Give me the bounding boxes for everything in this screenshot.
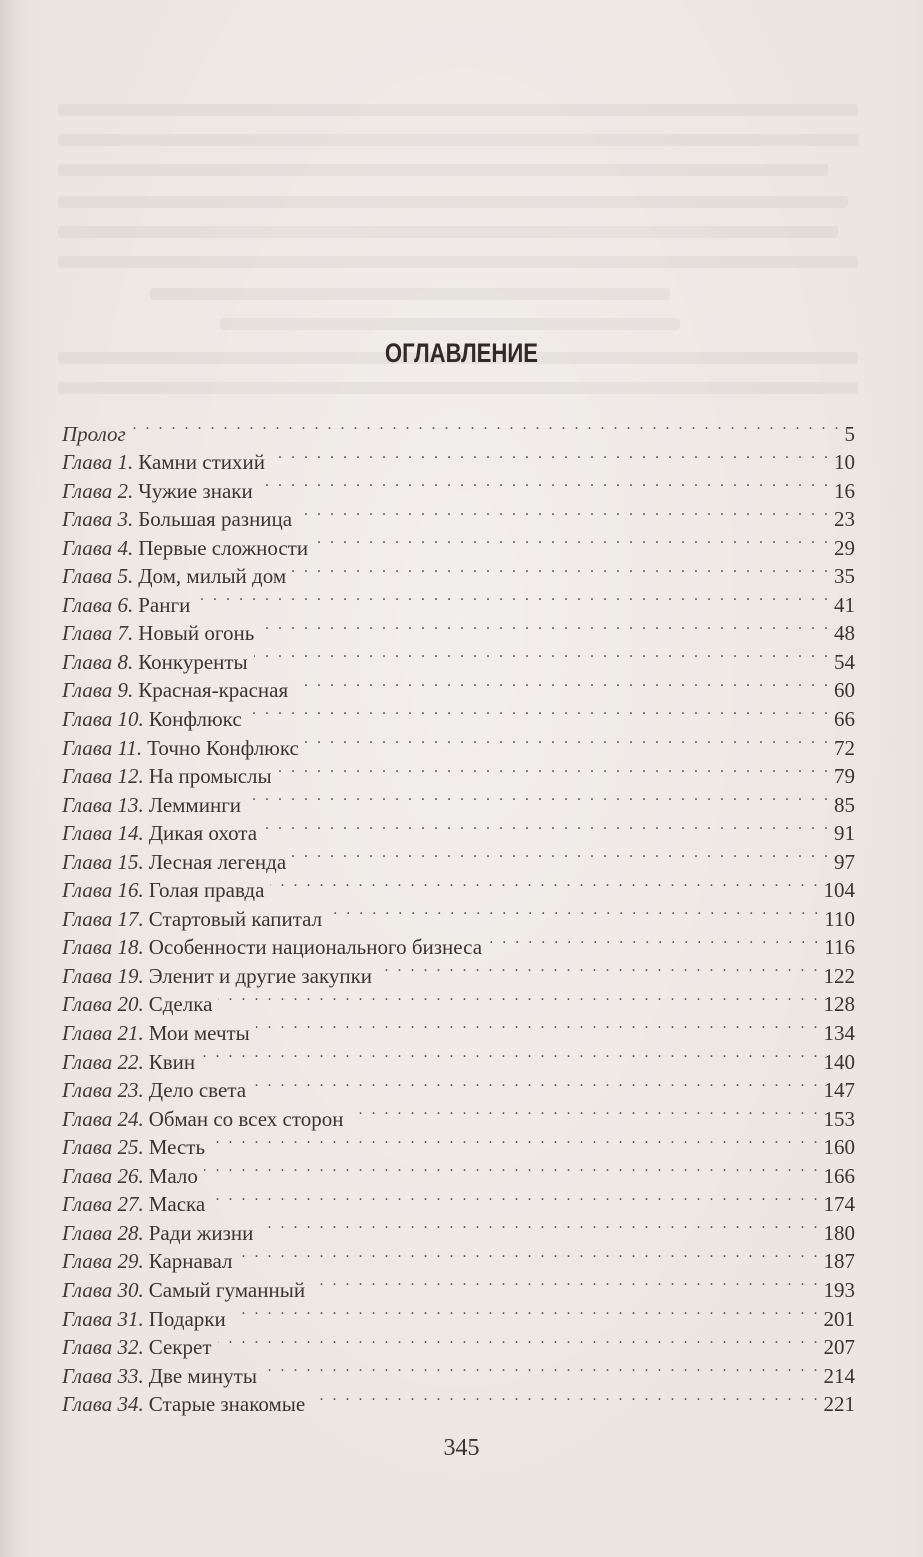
dot-leader	[294, 668, 828, 697]
toc-entry-label: Глава 14.	[62, 821, 144, 846]
toc-entry-page: 97	[834, 849, 855, 874]
toc-entry-title: Особенности национального бизнеса	[148, 935, 483, 960]
toc-entry-label: Глава 13.	[62, 792, 144, 817]
dot-leader	[260, 611, 828, 640]
toc-entry-label: Глава 30.	[62, 1277, 144, 1302]
dot-leader	[132, 411, 839, 440]
dot-leader	[204, 1153, 818, 1182]
toc-entry-label: Глава 26.	[62, 1163, 144, 1188]
toc-entry-label: Глава 10.	[62, 707, 144, 732]
show-through-line	[58, 164, 828, 176]
toc-entry-label: Глава 6.	[62, 592, 134, 617]
toc-entry-page: 193	[823, 1277, 855, 1302]
toc-entry-title: Квин	[148, 1049, 196, 1074]
toc-entry-label: Глава 33.	[62, 1363, 144, 1388]
toc-entry-label: Глава 24.	[62, 1106, 144, 1131]
toc-entry-page: 72	[834, 735, 855, 760]
toc-entry-page: 54	[834, 649, 855, 674]
toc-entry-title: Лемминги	[148, 792, 242, 817]
toc-entry-page: 166	[823, 1163, 855, 1188]
toc-entry-page: 153	[823, 1106, 855, 1131]
toc-entry-label: Глава 21.	[62, 1021, 144, 1046]
show-through-line	[58, 134, 858, 146]
toc-entry-page: 41	[834, 592, 855, 617]
dot-leader	[328, 896, 818, 925]
toc-entry[interactable]	[62, 441, 855, 475]
dot-leader	[378, 953, 817, 982]
dot-leader	[254, 639, 828, 668]
toc-entry-title: Мало	[148, 1163, 198, 1188]
toc-entry-label: Глава 29.	[62, 1249, 144, 1274]
toc-entry-label: Глава 9.	[62, 678, 134, 703]
toc-entry-label: Глава 16.	[62, 878, 144, 903]
toc-entry-label: Глава 12.	[62, 764, 144, 789]
show-through-line	[150, 288, 670, 300]
dot-leader	[292, 554, 828, 583]
toc-entry-page: 104	[823, 878, 855, 903]
toc-entry-title: Обман со всех сторон	[148, 1106, 344, 1131]
toc-entry-page: 147	[823, 1078, 855, 1103]
toc-entry-page: 140	[823, 1049, 855, 1074]
toc-entry-label: Глава 25.	[62, 1135, 144, 1160]
toc-entry-title: Старые знакомые	[148, 1392, 306, 1417]
toc-entry-title: Первые сложности	[138, 535, 309, 560]
dot-leader	[263, 811, 828, 840]
toc-entry-page: 91	[834, 821, 855, 846]
toc-entry-title: Конфлюкс	[148, 707, 242, 732]
dot-leader	[218, 1325, 818, 1354]
toc-entry-label: Глава 27.	[62, 1192, 144, 1217]
toc-entry-page: 201	[823, 1306, 855, 1331]
toc-entry-label: Глава 34.	[62, 1392, 144, 1417]
toc-entry-label: Глава 15.	[62, 849, 144, 874]
dot-leader	[211, 1125, 817, 1154]
toc-entry-page: 110	[824, 906, 855, 931]
toc-entry-title: Секрет	[148, 1335, 212, 1360]
toc-entry-page: 207	[823, 1335, 855, 1360]
toc-entry-title: Дом, милый дом	[138, 564, 287, 589]
show-through-line	[58, 196, 848, 208]
toc-entry-title: Камни стихий	[138, 450, 265, 475]
toc-entry-label: Глава 4.	[62, 535, 134, 560]
toc-entry-label: Глава 11.	[62, 735, 143, 760]
dot-leader	[201, 1039, 817, 1068]
dot-leader	[211, 1182, 817, 1211]
table-of-contents	[62, 412, 855, 1417]
toc-entry-page: 35	[834, 564, 855, 589]
toc-entry-title: Месть	[148, 1135, 206, 1160]
dot-leader	[311, 1382, 817, 1411]
dot-leader	[259, 1210, 817, 1239]
dot-leader	[292, 839, 828, 868]
dot-leader	[238, 1239, 817, 1268]
toc-entry-title: Стартовый капитал	[148, 906, 323, 931]
dot-leader	[314, 525, 828, 554]
show-through-line	[58, 226, 838, 238]
toc-entry-page: 23	[834, 507, 855, 532]
toc-entry-page: 134	[823, 1021, 855, 1046]
toc-entry-label: Глава 22.	[62, 1049, 144, 1074]
show-through-line	[58, 382, 858, 394]
dot-leader	[252, 1068, 817, 1097]
toc-entry-title: Большая разница	[138, 507, 293, 532]
toc-entry-label: Глава 32.	[62, 1335, 144, 1360]
toc-entry-page: 5	[844, 421, 855, 446]
toc-entry-label: Пролог	[62, 421, 126, 446]
dot-leader	[278, 754, 828, 783]
toc-entry-label: Глава 2.	[62, 478, 134, 503]
toc-entry-page: 174	[823, 1192, 855, 1217]
toc-entry-label: Глава 20.	[62, 992, 144, 1017]
dot-leader	[271, 440, 828, 469]
toc-entry-title: Ранги	[138, 592, 191, 617]
dot-leader	[305, 725, 828, 754]
toc-entry-title: Красная-красная	[138, 678, 289, 703]
toc-entry-title: Дело света	[148, 1078, 247, 1103]
toc-entry-page: 187	[823, 1249, 855, 1274]
toc-entry-label: Глава 8.	[62, 649, 134, 674]
dot-leader	[259, 468, 828, 497]
dot-leader	[247, 782, 828, 811]
toc-entry-label: Глава 28.	[62, 1220, 144, 1245]
toc-entry-label: Глава 19.	[62, 963, 144, 988]
toc-entry-title: Самый гуманный	[148, 1277, 306, 1302]
show-through-line	[58, 256, 858, 268]
toc-entry-page: 214	[823, 1363, 855, 1388]
dot-leader	[232, 1296, 818, 1325]
toc-entry-title: Маска	[148, 1192, 206, 1217]
toc-entry-page: 79	[834, 764, 855, 789]
page-number: 345	[443, 1435, 480, 1461]
dot-leader	[270, 868, 817, 897]
toc-entry-title: Подарки	[148, 1306, 226, 1331]
toc-entry-page: 66	[834, 707, 855, 732]
show-through-line	[58, 104, 858, 116]
toc-entry-page: 221	[823, 1392, 855, 1417]
dot-leader	[248, 696, 828, 725]
toc-entry-title: Дикая охота	[148, 821, 258, 846]
toc-entry-title: На промыслы	[148, 764, 272, 789]
toc-entry-title: Две минуты	[148, 1363, 257, 1388]
toc-entry-page: 128	[823, 992, 855, 1017]
dot-leader	[350, 1096, 818, 1125]
show-through-line	[220, 318, 680, 330]
toc-entry-page: 122	[823, 963, 855, 988]
toc-entry-page: 116	[824, 935, 855, 960]
toc-entry-title: Лесная легенда	[148, 849, 287, 874]
toc-entry-title: Карнавал	[148, 1249, 233, 1274]
dot-leader	[311, 1267, 817, 1296]
toc-entry-page: 180	[823, 1220, 855, 1245]
toc-entry-page: 29	[834, 535, 855, 560]
toc-entry-title: Новый огонь	[138, 621, 255, 646]
toc-entry-label: Глава 1.	[62, 450, 134, 475]
toc-entry-page: 60	[834, 678, 855, 703]
dot-leader	[488, 925, 818, 954]
toc-entry-label: Глава 17.	[62, 906, 144, 931]
toc-entry-page: 160	[823, 1135, 855, 1160]
toc-entry-label: Глава 18.	[62, 935, 144, 960]
toc-title: ОГЛАВЛЕНИЕ	[384, 338, 539, 368]
toc-entry-title: Ради жизни	[148, 1220, 254, 1245]
toc-entry-title: Сделка	[148, 992, 213, 1017]
toc-entry-page: 48	[834, 621, 855, 646]
dot-leader	[196, 582, 828, 611]
toc-entry-label: Глава 5.	[62, 564, 134, 589]
toc-entry-label: Глава 23.	[62, 1078, 144, 1103]
toc-entry-title: Точно Конфлюкс	[147, 735, 299, 760]
toc-entry-label: Глава 3.	[62, 507, 134, 532]
toc-entry-page: 16	[834, 478, 855, 503]
dot-leader	[263, 1353, 818, 1382]
toc-entry-page: 10	[834, 450, 855, 475]
toc-entry-title: Голая правда	[148, 878, 265, 903]
toc-entry-title: Чужие знаки	[138, 478, 253, 503]
toc-entry-title: Эленит и другие закупки	[148, 963, 373, 988]
dot-leader	[256, 1010, 818, 1039]
toc-entry-title: Конкуренты	[138, 649, 248, 674]
toc-entry-page: 85	[834, 792, 855, 817]
toc-entry[interactable]	[62, 412, 855, 446]
toc-entry-label: Глава 7.	[62, 621, 134, 646]
dot-leader	[298, 497, 828, 526]
dot-leader	[218, 982, 817, 1011]
toc-entry-label: Глава 31.	[62, 1306, 144, 1331]
toc-entry-title: Мои мечты	[148, 1021, 250, 1046]
